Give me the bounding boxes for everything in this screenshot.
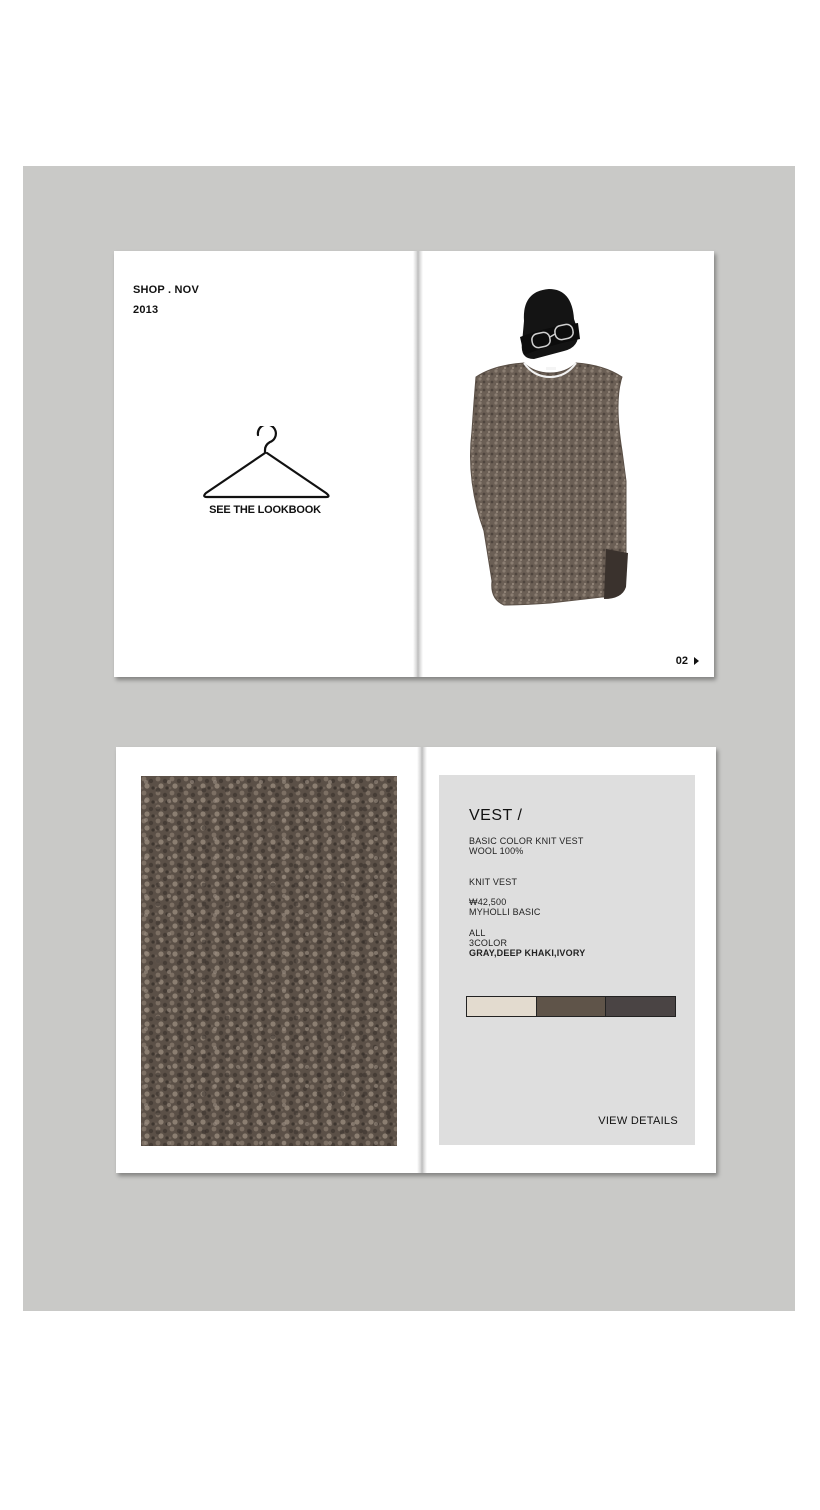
product-line: MYHOLLI BASIC: [469, 907, 541, 917]
product-spread: [116, 747, 716, 1173]
product-photo: [454, 281, 674, 631]
book-spine: [413, 251, 423, 677]
product-price-block: [469, 897, 541, 917]
swatch-gray[interactable]: [605, 997, 675, 1016]
product-info-card: [439, 775, 695, 1145]
fabric-texture-image: [141, 776, 397, 1146]
lookbook-panel: [23, 166, 795, 1311]
shop-title: [133, 280, 199, 320]
product-color-count: 3COLOR: [469, 938, 508, 948]
color-swatches: [466, 996, 676, 1017]
book-spine: [417, 747, 427, 1173]
page-number: 02: [675, 655, 688, 667]
swatch-ivory[interactable]: [467, 997, 536, 1016]
product-price: ₩42,500: [469, 897, 507, 907]
beanie: [520, 289, 580, 359]
view-details-link[interactable]: VIEW DETAILS: [598, 1115, 678, 1127]
product-material: WOOL 100%: [469, 846, 524, 856]
next-page-button[interactable]: [676, 655, 699, 667]
product-size: ALL: [469, 928, 486, 938]
arrow-right-icon: [694, 657, 699, 665]
product-category-block: [469, 877, 517, 887]
product-description-block: [469, 836, 584, 856]
swatch-deep-khaki[interactable]: [536, 997, 606, 1016]
lookbook-spread: [114, 251, 714, 677]
shop-title-line2: 2013: [133, 304, 159, 316]
knit-vest: [471, 363, 629, 605]
see-lookbook-link[interactable]: SEE THE LOOKBOOK: [209, 504, 321, 516]
product-options-block: [469, 928, 585, 958]
product-category: KNIT VEST: [469, 877, 518, 887]
product-description: BASIC COLOR KNIT VEST: [469, 836, 584, 846]
product-colors: GRAY,DEEP KHAKI,IVORY: [469, 948, 586, 958]
product-title: VEST /: [469, 807, 523, 824]
hanger-icon[interactable]: [203, 426, 331, 501]
shop-title-line1: SHOP . NOV: [133, 284, 199, 296]
